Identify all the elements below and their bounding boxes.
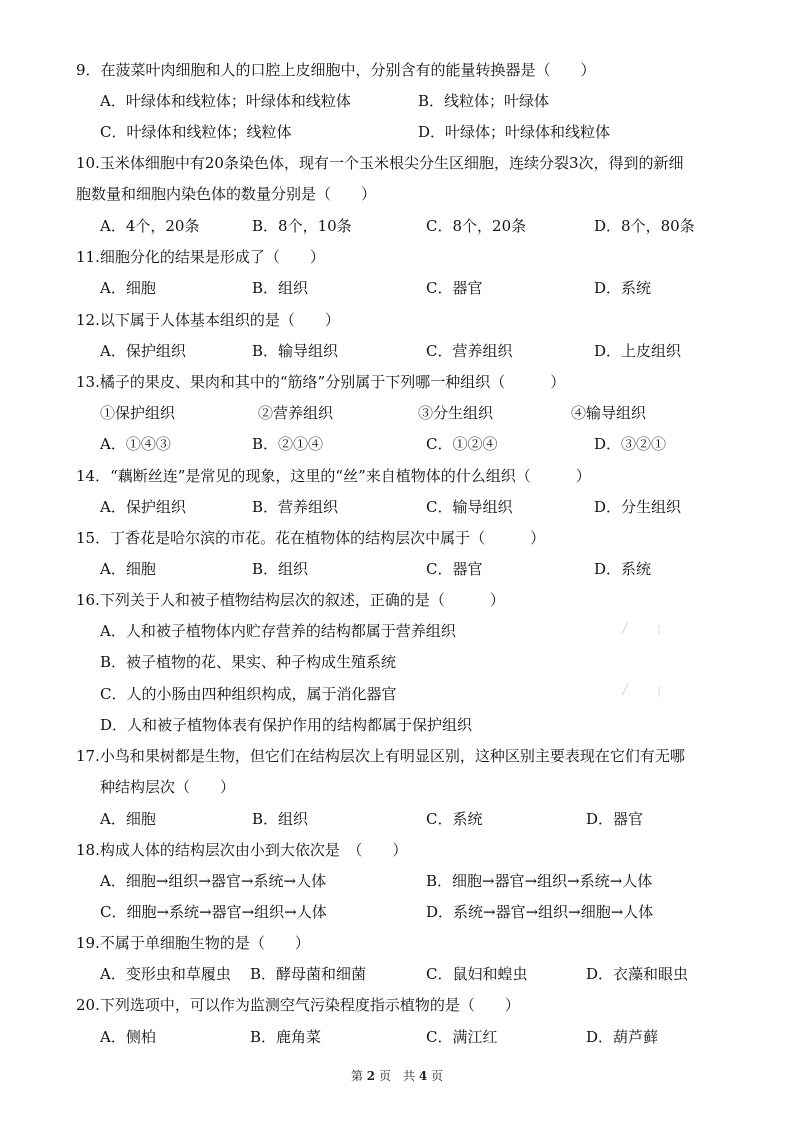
question-17-stem-line-2 bbox=[0, 774, 794, 800]
question-stem-text: 15．丁香花是哈尔滨的市花。花在植物体的结构层次中属于（ ） bbox=[76, 529, 546, 547]
question-10-stem-line-2 bbox=[0, 181, 794, 207]
scan-mark: ╎ bbox=[656, 687, 663, 698]
option-b: B．酵母菌和细菌 bbox=[250, 965, 367, 983]
question-16-stem bbox=[0, 587, 794, 613]
option-a: A．细胞 bbox=[100, 560, 156, 578]
question-stem-text: 19.不属于单细胞生物的是（ ） bbox=[76, 934, 310, 952]
option-a: A．保护组织 bbox=[100, 342, 186, 360]
option-c: C．器官 bbox=[426, 279, 483, 297]
option-d: D．葫芦藓 bbox=[586, 1028, 659, 1046]
question-stem-text: 10.玉米体细胞中有20条染色体，现有一个玉米根尖分生区细胞，连续分裂3次，得到的新细 bbox=[76, 154, 684, 172]
question-9-options-row-1 bbox=[0, 88, 794, 114]
option-c: C．营养组织 bbox=[426, 342, 513, 360]
option-a: A．人和被子植物体内贮存营养的结构都属于营养组织 bbox=[100, 622, 456, 640]
option-a: A．细胞→组织→器官→系统→人体 bbox=[100, 872, 327, 890]
option-a: A．保护组织 bbox=[100, 498, 186, 516]
question-10-stem-line-1 bbox=[0, 150, 794, 176]
option-b: B．被子植物的花、果实、种子构成生殖系统 bbox=[100, 653, 397, 671]
item-4: ④输导组织 bbox=[571, 404, 647, 422]
question-15-options bbox=[0, 556, 794, 582]
question-20-options bbox=[0, 1024, 794, 1050]
option-d: D．衣藻和眼虫 bbox=[586, 965, 689, 983]
question-12-options bbox=[0, 338, 794, 364]
scan-mark: ╎ bbox=[656, 625, 663, 636]
option-c: C．输导组织 bbox=[426, 498, 513, 516]
option-d: D．③②① bbox=[594, 435, 667, 453]
option-a: A．变形虫和草履虫 bbox=[100, 965, 231, 983]
option-d: D．系统→器官→组织→细胞→人体 bbox=[426, 903, 654, 921]
item-3: ③分生组织 bbox=[418, 404, 494, 422]
option-a: A．叶绿体和线粒体；叶绿体和线粒体 bbox=[100, 92, 351, 110]
option-b: B．组织 bbox=[252, 810, 309, 828]
question-10-options bbox=[0, 213, 794, 239]
option-c: C．细胞→系统→器官→组织→人体 bbox=[100, 903, 327, 921]
option-b: B．线粒体；叶绿体 bbox=[418, 92, 550, 110]
question-stem-text: 17.小鸟和果树都是生物，但它们在结构层次上有明显区别，这种区别主要表现在它们有无哪 bbox=[76, 747, 685, 765]
question-stem-text: 12.以下属于人体基本组织的是（ ） bbox=[76, 311, 340, 329]
option-b: B．②①④ bbox=[252, 435, 324, 453]
item-1: ①保护组织 bbox=[100, 404, 176, 422]
option-d: D．系统 bbox=[594, 560, 652, 578]
question-13-options bbox=[0, 431, 794, 457]
scan-mark: ╱ bbox=[622, 623, 629, 634]
question-16-option-d-row bbox=[0, 712, 794, 738]
option-c: C．①②④ bbox=[426, 435, 498, 453]
option-b: B．营养组织 bbox=[252, 498, 339, 516]
option-d: D．8个，80条 bbox=[594, 217, 695, 235]
page-footer bbox=[0, 1067, 794, 1085]
footer-total-pages: 4 bbox=[418, 1069, 428, 1083]
option-b: B．输导组织 bbox=[252, 342, 339, 360]
option-d: D．上皮组织 bbox=[594, 342, 682, 360]
question-stem-text: 14．“藕断丝连”是常见的现象，这里的“丝”来自植物体的什么组织（ ） bbox=[76, 467, 591, 485]
question-16-option-a-row bbox=[0, 618, 794, 644]
question-19-stem bbox=[0, 930, 794, 956]
question-stem-text: 胞数量和细胞内染色体的数量分别是（ ） bbox=[76, 185, 377, 203]
question-stem-text: 9．在菠菜叶肉细胞和人的口腔上皮细胞中，分别含有的能量转换器是（ ） bbox=[76, 61, 596, 79]
question-stem-text: 18.构成人体的结构层次由小到大依次是 （ ） bbox=[76, 841, 408, 859]
option-a: A．细胞 bbox=[100, 279, 156, 297]
option-d: D．叶绿体；叶绿体和线粒体 bbox=[418, 123, 611, 141]
option-b: B．组织 bbox=[252, 560, 309, 578]
question-14-options bbox=[0, 494, 794, 520]
option-d: D．系统 bbox=[594, 279, 652, 297]
option-c: C．叶绿体和线粒体；线粒体 bbox=[100, 123, 292, 141]
footer-suffix: 页 bbox=[431, 1069, 444, 1083]
option-b: B．细胞→器官→组织→系统→人体 bbox=[426, 872, 653, 890]
option-d: D．人和被子植物体表有保护作用的结构都属于保护组织 bbox=[100, 716, 473, 734]
option-a: A．细胞 bbox=[100, 810, 156, 828]
option-a: A．侧柏 bbox=[100, 1028, 156, 1046]
question-19-options bbox=[0, 961, 794, 987]
option-a: A．4个，20条 bbox=[100, 217, 200, 235]
question-17-options bbox=[0, 806, 794, 832]
question-stem-text: 种结构层次（ ） bbox=[100, 778, 236, 796]
question-13-stem bbox=[0, 369, 794, 395]
question-18-options-row-2 bbox=[0, 899, 794, 925]
option-d: D．分生组织 bbox=[594, 498, 682, 516]
question-stem-text: 16.下列关于人和被子植物结构层次的叙述，正确的是（ ） bbox=[76, 591, 505, 609]
question-9-options-row-2 bbox=[0, 119, 794, 145]
question-18-stem bbox=[0, 837, 794, 863]
option-b: B．鹿角菜 bbox=[250, 1028, 322, 1046]
option-d: D．器官 bbox=[586, 810, 644, 828]
question-9-stem bbox=[0, 57, 794, 83]
question-stem-text: 11.细胞分化的结果是形成了（ ） bbox=[76, 248, 325, 266]
question-12-stem bbox=[0, 307, 794, 333]
option-c: C．器官 bbox=[426, 560, 483, 578]
question-16-option-c-row bbox=[0, 681, 794, 707]
option-c: C．满江红 bbox=[426, 1028, 498, 1046]
option-a: A．①④③ bbox=[100, 435, 171, 453]
question-stem-text: 20.下列选项中，可以作为监测空气污染程度指示植物的是（ ） bbox=[76, 996, 520, 1014]
option-b: B．组织 bbox=[252, 279, 309, 297]
item-2: ②营养组织 bbox=[258, 404, 334, 422]
footer-page-number: 2 bbox=[366, 1069, 376, 1083]
question-11-options bbox=[0, 275, 794, 301]
option-c: C．系统 bbox=[426, 810, 483, 828]
scan-mark: ╱ bbox=[622, 685, 629, 696]
footer-mid: 页 共 bbox=[378, 1069, 415, 1083]
option-c: C．8个，20条 bbox=[426, 217, 527, 235]
option-b: B．8个，10条 bbox=[252, 217, 352, 235]
question-11-stem bbox=[0, 244, 794, 270]
question-stem-text: 13.橘子的果皮、果肉和其中的“筋络”分别属于下列哪一种组织（ ） bbox=[76, 373, 566, 391]
question-13-items bbox=[0, 400, 794, 426]
question-16-option-b-row bbox=[0, 649, 794, 675]
footer-prefix: 第 bbox=[350, 1069, 363, 1083]
question-14-stem bbox=[0, 463, 794, 489]
question-20-stem bbox=[0, 992, 794, 1018]
question-15-stem bbox=[0, 525, 794, 551]
question-17-stem-line-1 bbox=[0, 743, 794, 769]
option-c: C．人的小肠由四种组织构成，属于消化器官 bbox=[100, 685, 397, 703]
question-18-options-row-1 bbox=[0, 868, 794, 894]
option-c: C．鼠妇和蝗虫 bbox=[426, 965, 528, 983]
